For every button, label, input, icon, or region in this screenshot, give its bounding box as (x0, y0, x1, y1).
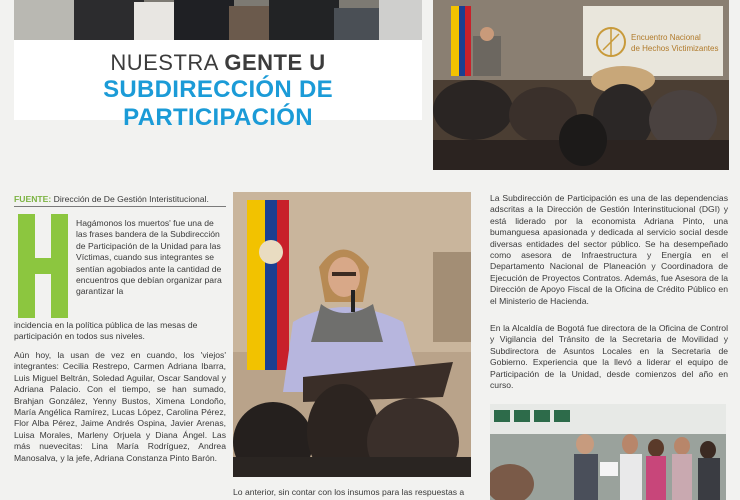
source-text: Dirección de De Gestión Interistitucional. (53, 194, 209, 204)
source-credit (14, 194, 226, 207)
slide-text-line1: Encuentro Nacional (631, 33, 701, 42)
article-intro-text: Hagámonos los muertos' fue una de las frases bandera de la Subdirección de Participación de la Unidad para las Víctimas, cuando sus integrantes se sentían agobiados ante la cantidad de encuentros que debían organizar para garantizar la (76, 218, 222, 297)
speaker-photo (233, 192, 471, 477)
article-column2-text: Lo anterior, sin contar con los insumos para las respuestas a (233, 487, 465, 497)
dropcap-letter (18, 214, 68, 318)
title-prefix: NUESTRA (110, 50, 218, 75)
article-experience-paragraph: En la Alcaldía de Bogotá fue directora de la Oficina de Control y Vigilancia del Tránsito de la Secretaria de Movilidad y Subdirectora de Asuntos Locales en la Secretaria de Gobierno. Experiencia que la llevó a liderar el equipo de Participación de la Unidad, desde comienzos del año en curso. (490, 323, 728, 391)
source-label: FUENTE: (14, 194, 52, 204)
office-photo (490, 404, 726, 500)
page-title-box (14, 40, 422, 131)
page-title-line2: SUBDIRECCIÓN DE PARTICIPACIÓN (103, 76, 333, 131)
slide-text-line2: de Hechos Victimizantes (631, 44, 719, 53)
page-title-line1 (14, 50, 422, 76)
top-group-photo (14, 0, 422, 40)
article-intro-continuation: incidencia en la política pública de las mesas de participación en todos sus niveles. (14, 320, 198, 342)
conference-photo (433, 0, 729, 170)
article-team-paragraph: Aún hoy, la usan de vez en cuando, los 'viejos' integrantes: Cecilia Restrepo, Carmen Adriana Ibarra, Luis Miguel Beltrán, Soledad Aguilar, Oscar Sandoval y Adriana Palacio. Con el tiempo, se han sumado, Brahjan González, Yenny Bustos, Ximena Londoño, María Angélica Ramírez, Lucas López, Carolina Pérez, Flor Alba Pérez, Jaime Andrés Ospina, Javier Arenas, Luisa Morales, Marleny Orjuela y Diana Ángel. Las más nuevecitas: Lina María Rodríguez, Andrea Manosalva, y la jefe, Adriana Constanza Pinto Barón. (14, 350, 226, 463)
title-bold: GENTE U (224, 50, 326, 75)
article-director-paragraph: La Subdirección de Participación es una de las dependencias adscritas a la Dirección de Gestión Interinstitucional (DGI) y está liderado por la economista Adriana Pinto, una bumanguesa apasionada y dedicada al servicio social desde diversas entidades del sector público. Se ha desempeñado como asesora de Infraestructura y Energía en el Departamento Nacional de Planeación y Coordinadora de Ejecución de Proyectos Contratos. Además, fue Asesora de la Dirección de Apoyo Fiscal de la Oficina de Crédito Público en el Ministerio de Hacienda. (490, 193, 728, 306)
